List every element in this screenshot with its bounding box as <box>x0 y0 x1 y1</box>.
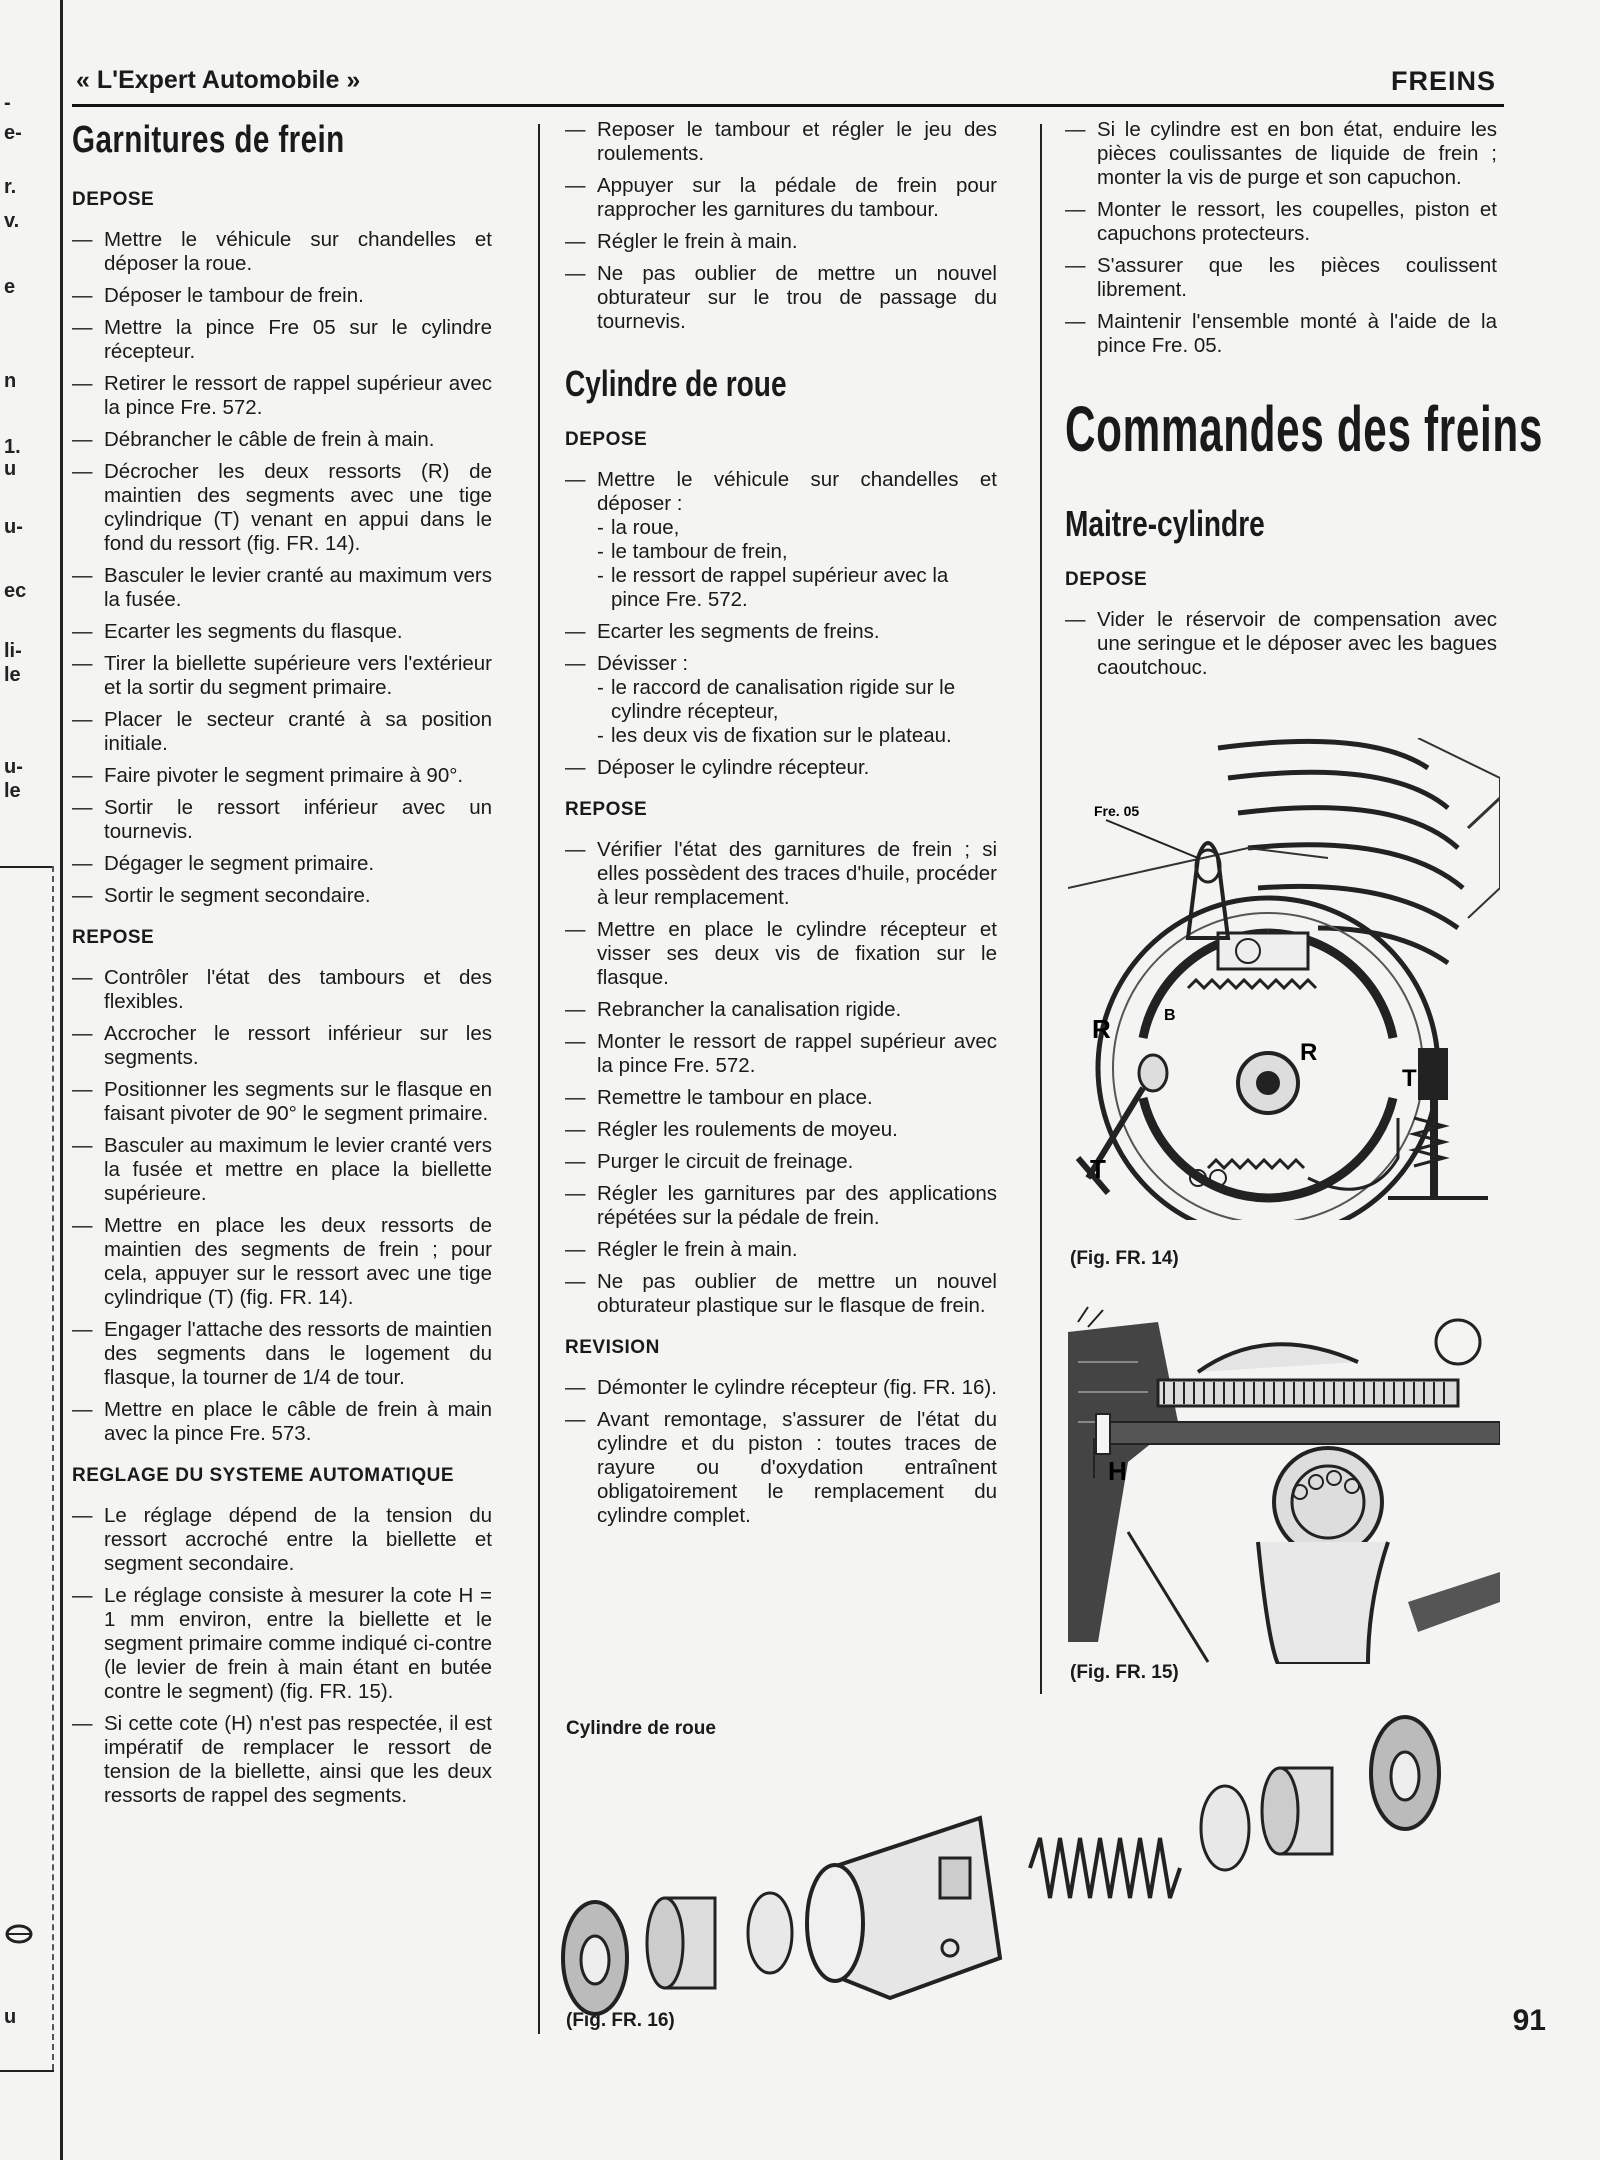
list-item: — Placer le secteur cranté à sa position initiale. <box>72 708 492 756</box>
margin-fragment: li- <box>4 640 22 662</box>
list-item: — Remettre le tambour en place. <box>565 1086 997 1110</box>
margin-fragment: e- <box>4 122 22 144</box>
list-item: — Ne pas oublier de mettre un nouvel obturateur sur le trou de passage du tournevis. <box>565 262 997 334</box>
reglage-steps <box>72 1504 492 1808</box>
depose-steps <box>72 228 492 908</box>
revision-heading: REVISION <box>565 1337 660 1358</box>
margin-fragment: 1. <box>4 436 21 458</box>
caption-fr14: (Fig. FR. 14) <box>1070 1248 1179 1269</box>
list-item: — Basculer au maximum le levier cranté vers la fusée et mettre en place la biellette supérieure. <box>72 1134 492 1206</box>
list-item: — Avant remontage, s'assurer de l'état du cylindre et du piston : toutes traces de rayure ou d'oxydation entraînent obligatoirement le remplacement du cylindre complet. <box>565 1408 997 1528</box>
list-item: — Le réglage consiste à mesurer la cote H = 1 mm environ, entre la biellette et le segment primaire comme indiqué ci-contre (le levier de frein à main étant en butée contre le segment) (fig. FR. 15). <box>72 1584 492 1704</box>
cup-right <box>1201 1786 1249 1870</box>
caption-fr15: (Fig. FR. 15) <box>1070 1662 1179 1683</box>
list-item: — Vider le réservoir de compensation avec une seringue et le déposer avec les bagues caoutchouc. <box>1065 608 1497 680</box>
section-title: FREINS <box>1390 66 1496 96</box>
page-edge-line <box>60 0 63 2160</box>
list-item: — Régler le frein à main. <box>565 230 997 254</box>
list-item: — Mettre en place les deux ressorts de maintien des segments de frein ; pour cela, appuyer sur le ressort avec une tige cylindrique (T) (fig. FR. 14). <box>72 1214 492 1310</box>
step-text: Dévisser : <box>597 652 689 675</box>
list-item: — Engager l'attache des ressorts de maintien des segments dans le logement du flasque, la tourner de 1/4 de tour. <box>72 1318 492 1390</box>
list-item: — Déposer le cylindre récepteur. <box>565 756 997 780</box>
figure-fr15 <box>1068 1302 1500 1664</box>
list-item: — Contrôler l'état des tambours et des flexibles. <box>72 966 492 1014</box>
biellette <box>1108 1422 1500 1444</box>
continued-steps <box>565 118 997 334</box>
repose-steps <box>72 966 492 1446</box>
column-divider <box>538 124 540 2034</box>
list-item: — Purger le circuit de freinage. <box>565 1150 997 1174</box>
label-fre05: Fre. 05 <box>1094 803 1140 819</box>
margin-fragment: u- <box>4 756 23 778</box>
repose-heading: REPOSE <box>565 799 648 820</box>
cylinder-body <box>807 1818 1000 1998</box>
dust-cap-left <box>563 1902 627 2014</box>
list-item: — Mettre en place le câble de frein à main avec la pince Fre. 573. <box>72 1398 492 1446</box>
margin-clip-icon <box>2 1920 36 1948</box>
publication-title: « L'Expert Automobile » <box>76 66 361 94</box>
list-item: — Décrocher les deux ressorts (R) de maintien des segments avec une tige cylindrique (T) venant en appui dans le fond du ressort (fig. FR. 14). <box>72 460 492 556</box>
label-t-right: T <box>1402 1065 1417 1092</box>
list-item: — Dégager le segment primaire. <box>72 852 492 876</box>
list-item: — Déposer le tambour de frein. <box>72 284 492 308</box>
axle <box>1258 1542 1388 1664</box>
wheel-cylinder <box>1218 933 1308 969</box>
label-b: B <box>1164 1007 1176 1024</box>
adjacent-page-edge <box>0 0 62 2160</box>
list-item: — S'assurer que les pièces coulissent librement. <box>1065 254 1497 302</box>
spring <box>1030 1838 1180 1898</box>
depose-steps <box>1065 608 1497 680</box>
depose-heading: DEPOSE <box>72 189 155 210</box>
label-t-left: T <box>1090 1154 1106 1184</box>
list-item: — Maintenir l'ensemble monté à l'aide de la pince Fre. 05. <box>1065 310 1497 358</box>
caption-fr16: (Fig. FR. 16) <box>566 2010 675 2031</box>
list-item: — Démonter le cylindre récepteur (fig. FR. 16). <box>565 1376 997 1400</box>
dust-cap-right <box>1371 1717 1439 1829</box>
depose-heading: DEPOSE <box>1065 569 1148 590</box>
list-item: — Si cette cote (H) n'est pas respectée, il est impératif de remplacer le ressort de tension de la biellette, ainsi que les deux ressorts de rappel des segments. <box>72 1712 492 1808</box>
list-item: — Retirer le ressort de rappel supérieur avec la pince Fre. 572. <box>72 372 492 420</box>
margin-box-side <box>52 866 54 2070</box>
list-item: — Débrancher le câble de frein à main. <box>72 428 492 452</box>
continued-steps <box>1065 118 1497 358</box>
spring-tool <box>1418 1048 1448 1100</box>
sub-list <box>597 516 997 612</box>
list-item <box>565 652 997 748</box>
list-item: — Monter le ressort de rappel supérieur avec la pince Fre. 572. <box>565 1030 997 1078</box>
figure-fr14 <box>1068 738 1500 1220</box>
list-item: — Basculer le levier cranté au maximum vers la fusée. <box>72 564 492 612</box>
list-item: — Mettre la pince Fre 05 sur le cylindre récepteur. <box>72 316 492 364</box>
list-item: — Ecarter les segments de freins. <box>565 620 997 644</box>
repose-steps <box>565 838 997 1318</box>
list-item: — Mettre le véhicule sur chandelles et déposer la roue. <box>72 228 492 276</box>
section-title-maitre-cylindre: Maitre-cylindre <box>1065 503 1265 544</box>
margin-fragment: ec <box>4 580 27 602</box>
depose-steps <box>565 468 997 780</box>
list-item: — Régler les roulements de moyeu. <box>565 1118 997 1142</box>
list-item: — Appuyer sur la pédale de frein pour rapprocher les garnitures du tambour. <box>565 174 997 222</box>
margin-fragment: u- <box>4 516 23 538</box>
list-item: — Sortir le ressort inférieur avec un tournevis. <box>72 796 492 844</box>
sub-item: - la roue, <box>597 516 997 540</box>
list-item: — Positionner les segments sur le flasque en faisant pivoter de 90° le segment primaire. <box>72 1078 492 1126</box>
sub-list <box>597 676 997 748</box>
sub-item: - le ressort de rappel supérieur avec la pince Fre. 572. <box>597 564 997 612</box>
margin-fragment: e <box>4 276 16 298</box>
revision-steps <box>565 1376 997 1528</box>
list-item: — Régler le frein à main. <box>565 1238 997 1262</box>
margin-fragment: le <box>4 664 21 686</box>
margin-fragment: u <box>4 2006 17 2028</box>
list-item: — Mettre en place le cylindre récepteur et visser ses deux vis de fixation sur le flasque. <box>565 918 997 990</box>
list-item: — Tirer la biellette supérieure vers l'extérieur et la sortir du segment primaire. <box>72 652 492 700</box>
section-title-cylindre: Cylindre de roue <box>565 363 787 404</box>
list-item: — Reposer le tambour et régler le jeu des roulements. <box>565 118 997 166</box>
sub-item: - le tambour de frein, <box>597 540 997 564</box>
step-text: Mettre le véhicule sur chandelles et déposer : <box>597 468 997 515</box>
list-item: — Monter le ressort, les coupelles, piston et capuchons protecteurs. <box>1065 198 1497 246</box>
label-r-left: R <box>1092 1014 1111 1044</box>
margin-fragment: v. <box>4 210 20 232</box>
sub-item: - le raccord de canalisation rigide sur le cylindre récepteur, <box>597 676 997 724</box>
list-item <box>565 468 997 612</box>
piston-left <box>647 1898 715 1988</box>
column-1 <box>72 118 492 1816</box>
list-item: — Accrocher le ressort inférieur sur les segments. <box>72 1022 492 1070</box>
list-item: — Faire pivoter le segment primaire à 90°. <box>72 764 492 788</box>
label-h: H <box>1108 1456 1127 1486</box>
depose-heading: DEPOSE <box>565 429 648 450</box>
margin-fragment: n <box>4 370 17 392</box>
article-title: Garnitures de frein <box>72 119 345 161</box>
label-r-right: R <box>1300 1039 1318 1066</box>
chapter-title: Commandes des freins <box>1065 393 1543 465</box>
margin-fragment: le <box>4 780 21 802</box>
column-2 <box>565 118 997 1536</box>
list-item: — Ecarter les segments du flasque. <box>72 620 492 644</box>
header-rule <box>72 104 1504 107</box>
figure-fr16 <box>560 1708 1480 2028</box>
list-item: — Sortir le segment secondaire. <box>72 884 492 908</box>
column-3 <box>1065 118 1543 688</box>
margin-fragment: r. <box>4 176 17 198</box>
margin-box-line <box>0 866 54 868</box>
column-divider <box>1040 124 1042 1694</box>
hub-bearing <box>1274 1448 1382 1556</box>
margin-fragment: u <box>4 458 17 480</box>
list-item: — Le réglage dépend de la tension du ressort accroché entre la biellette et segment secondaire. <box>72 1504 492 1576</box>
figure-fr16-title: Cylindre de roue <box>566 1718 716 1739</box>
margin-fragment: - <box>4 92 11 114</box>
sub-item: - les deux vis de fixation sur le plateau. <box>597 724 997 748</box>
list-item: — Rebrancher la canalisation rigide. <box>565 998 997 1022</box>
list-item: — Régler les garnitures par des applications répétées sur la pédale de frein. <box>565 1182 997 1230</box>
reglage-heading: REGLAGE DU SYSTEME AUTOMATIQUE <box>72 1465 455 1486</box>
repose-heading: REPOSE <box>72 927 155 948</box>
piston-right <box>1262 1768 1332 1854</box>
list-item: — Vérifier l'état des garnitures de frein ; si elles possèdent des traces d'huile, procéder à leur remplacement. <box>565 838 997 910</box>
list-item: — Ne pas oublier de mettre un nouvel obturateur plastique sur le flasque de frein. <box>565 1270 997 1318</box>
cup-left <box>748 1893 792 1973</box>
margin-box-line <box>0 2070 54 2072</box>
list-item: — Si le cylindre est en bon état, enduire les pièces coulissantes de liquide de frein ; monter la vis de purge et son capuchon. <box>1065 118 1497 190</box>
page-number: 91 <box>1512 2004 1546 2037</box>
